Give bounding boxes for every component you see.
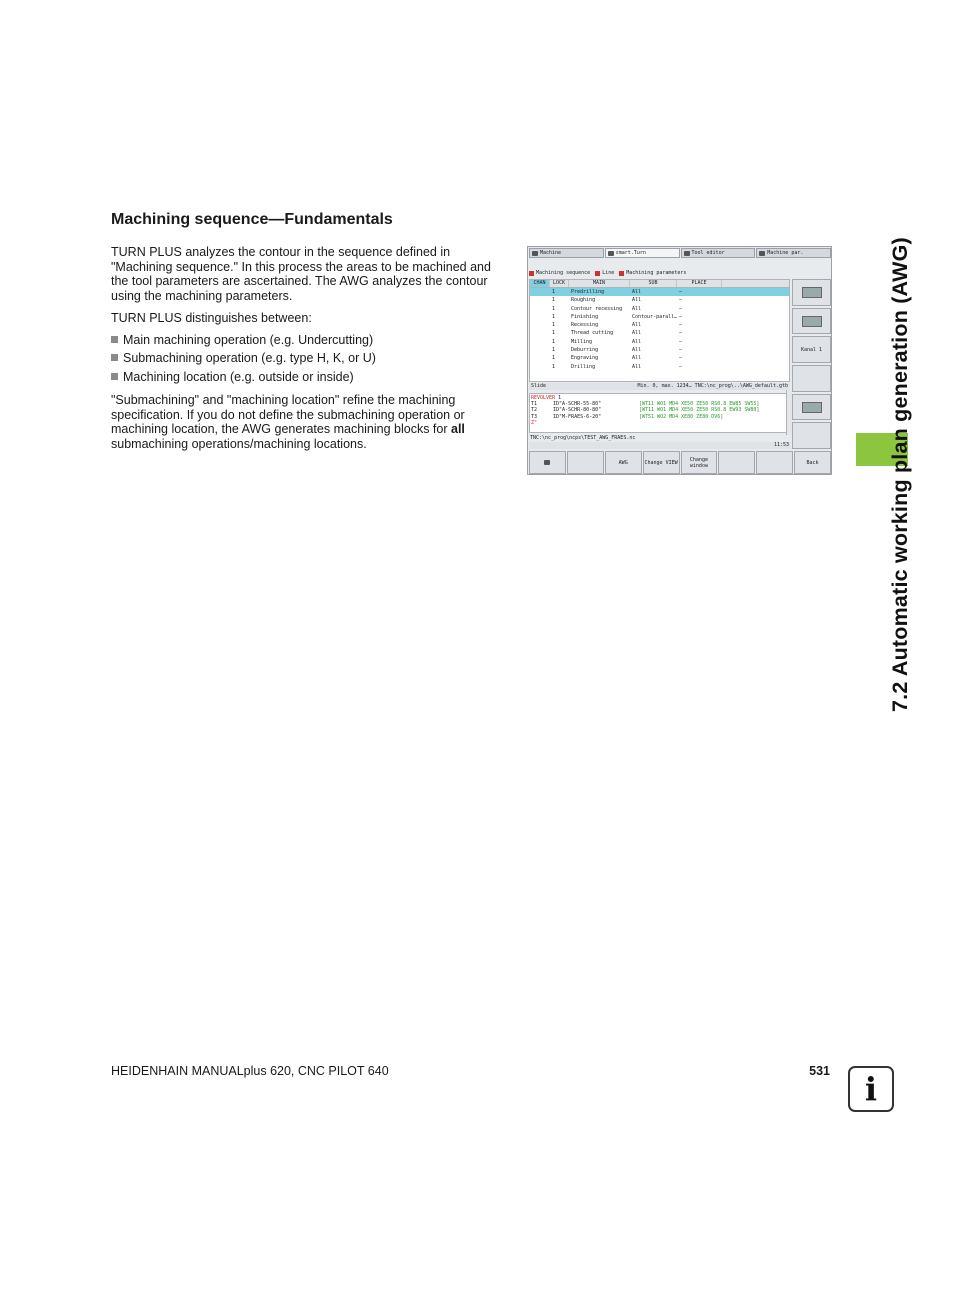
bullet-item: Machining location (e.g. outside or inside) (111, 370, 354, 385)
softkey-awg[interactable]: AWG (605, 451, 642, 474)
table-row[interactable]: 1 Finishing Contour-parall… – (552, 313, 683, 320)
softkey-view-icon[interactable] (792, 279, 831, 306)
softkey-channel[interactable]: Kanal 1 (792, 336, 831, 363)
table-row[interactable]: 1 Recessing All – (552, 322, 683, 329)
tab-tool-editor[interactable]: Tool editor (681, 248, 756, 258)
tab-smart-turn[interactable]: smart.Turn (605, 248, 680, 258)
clock: 11:53 (773, 442, 789, 448)
column-place[interactable]: PLACE (677, 280, 722, 287)
file-path: TNC:\nc_prog\ncps\TEST_AWG_FRAES.nc (530, 435, 636, 441)
softkey-blank[interactable] (718, 451, 755, 474)
vertical-softkeys (792, 279, 831, 449)
machine-view-icon (802, 287, 822, 298)
table-row[interactable]: 1 Roughing All – (552, 297, 683, 304)
grid-icon (529, 271, 534, 276)
bullet-item: Main machining operation (e.g. Undercutting) (111, 333, 373, 348)
cycle-start-icon (544, 460, 550, 465)
arrow-icon (532, 251, 538, 256)
column-lock[interactable]: LOCK (550, 280, 569, 287)
intro-paragraph: TURN PLUS analyzes the contour in the sequence defined in "Machining sequence." In this process the areas to be machined and the tool parameters are ascertained. The AWG analyzes the contour using the machining parameters. (111, 245, 491, 303)
column-chan[interactable]: CHAN (530, 280, 550, 287)
tool-table-icon (802, 402, 822, 413)
section-heading: Machining sequence—Fundamentals (111, 211, 393, 228)
softkey-row (529, 451, 831, 474)
tool-icon (684, 251, 690, 256)
table-row[interactable]: 1 Milling All – (552, 338, 683, 345)
column-main[interactable]: MAIN (569, 280, 630, 287)
nc-program-view[interactable]: REVOLVER 1 T1 ID"A-SCHR-55-80" [WT11 WO1 MD4 XE50 ZE50 RS0.8 EW85 SW55] T2 ID"A-SCHR-80-80" [WT11 WO1 MD4 XE50 ZE50 RS0.8 EW93 SW80] T3 ID"M-FRAES-6-20" [WT51 WO2 MD4 XE80 ZE80 DV6] Z" (529, 393, 790, 433)
column-sub[interactable]: SUB (630, 280, 677, 287)
refine-paragraph: "Submachining" and "machining location" refine the machining specification. If you do not define the submachining operation or machining location, the AWG generates machining blocks for all submachining operations/machining locations. (111, 393, 465, 451)
softkey-blank[interactable] (567, 451, 604, 474)
nc-line: Z" (531, 419, 538, 426)
sequence-table (529, 279, 790, 382)
subtab-machining-parameters[interactable]: Machining parameters (619, 270, 686, 276)
editor-subtabs (529, 269, 791, 277)
bullet-item: Submachining operation (e.g. type H, K, or U) (111, 351, 376, 366)
tab-machine[interactable]: Machine (529, 248, 604, 258)
softkey-blank[interactable] (792, 422, 831, 449)
page-number: 531 (809, 1064, 830, 1078)
subtab-machining-sequence[interactable]: Machining sequence (529, 270, 590, 276)
mode-tabbar (529, 248, 831, 260)
nc-line: T1 ID"A-SCHR-55-80" [WT11 WO1 MD4 XE50 ZE50 RS0.8 EW85 SW55] (531, 401, 760, 408)
bullet-square-icon (111, 373, 118, 380)
table-row[interactable]: 1 Predrilling All – (530, 288, 789, 296)
bottom-statusbar (529, 442, 791, 449)
table-row[interactable]: 1 Drilling All – (552, 363, 683, 370)
table-row[interactable]: 1 Contour recessing All – (552, 305, 683, 312)
grid-icon (595, 271, 600, 276)
nc-line: T2 ID"A-SCHR-80-80" [WT11 WO1 MD4 XE50 ZE50 RS0.8 EW93 SW80] (531, 407, 760, 414)
softkey-tool-table[interactable] (792, 394, 831, 421)
program-icon (608, 251, 614, 256)
softkey-tool-icon[interactable] (792, 308, 831, 335)
table-row[interactable]: 1 Thread cutting All – (552, 330, 683, 337)
distinguish-paragraph: TURN PLUS distinguishes between: (111, 311, 312, 325)
info-icon: i (848, 1066, 894, 1112)
chapter-side-title: 7.2 Automatic working plan generation (AWG) (888, 237, 912, 712)
tab-machine-par[interactable]: Machine par. (756, 248, 831, 258)
grid-icon (619, 271, 624, 276)
table-header (530, 280, 789, 288)
softkey-blank[interactable] (792, 365, 831, 392)
footer-product: HEIDENHAIN MANUALplus 620, CNC PILOT 640 (111, 1064, 389, 1078)
bullet-square-icon (111, 336, 118, 343)
softkey-back[interactable]: Back (794, 451, 831, 474)
softkey-start[interactable] (529, 451, 566, 474)
table-statusbar: Slide Min. 0, max. 1234… TNC:\nc_prog\..\AWG_default.gtb (531, 383, 788, 389)
tool-icon (802, 316, 822, 327)
softkey-change-view[interactable]: Change VIEW (643, 451, 680, 474)
nc-line: T3 ID"M-FRAES-6-20" [WT51 WO2 MD4 XE80 ZE80 DV6] (531, 413, 724, 420)
table-row[interactable]: 1 Engraving All – (552, 355, 683, 362)
table-row[interactable]: 1 Deburring All – (552, 347, 683, 354)
table-icon (759, 251, 765, 256)
softkey-change-window[interactable]: Change window (681, 451, 718, 474)
control-screenshot (527, 246, 832, 475)
bullet-square-icon (111, 354, 118, 361)
softkey-blank[interactable] (756, 451, 793, 474)
subtab-line[interactable]: Line (595, 270, 614, 276)
